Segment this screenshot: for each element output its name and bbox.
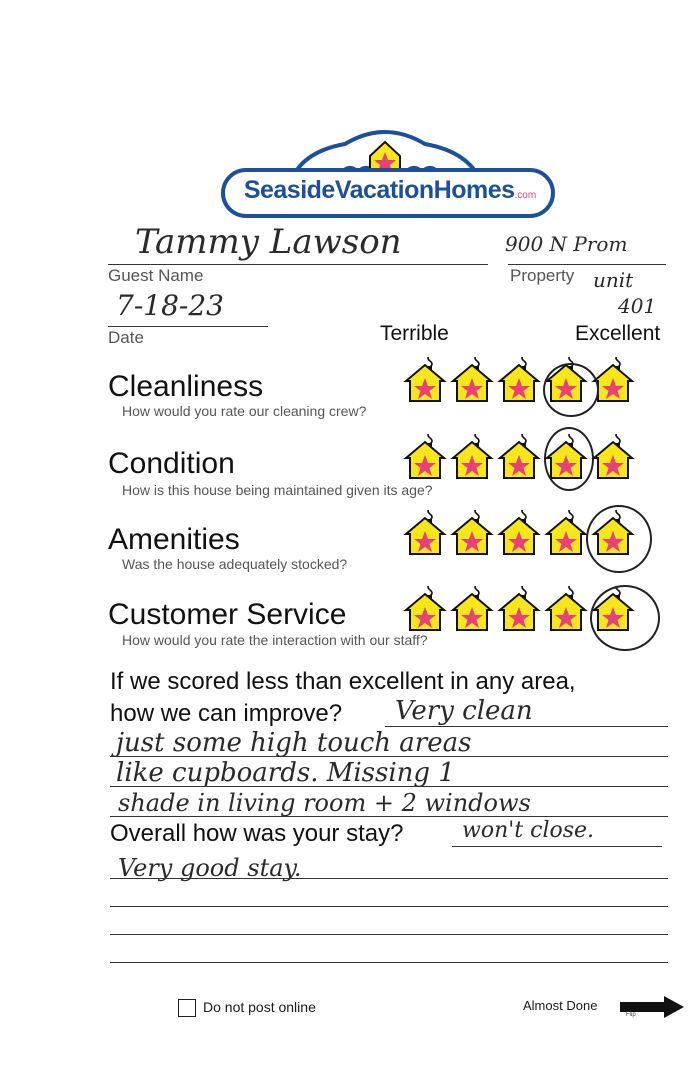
house-star-icon[interactable] (403, 510, 447, 556)
house-star-icon[interactable] (450, 434, 494, 480)
improve-answer-1: Very clean (395, 696, 533, 726)
scale-high-label: Excellent (575, 322, 661, 345)
house-star-icon[interactable] (403, 586, 447, 632)
rating-question-cleanliness: How would you rate our cleaning crew? (122, 403, 367, 419)
house-star-icon[interactable] (450, 357, 494, 403)
rating-title-condition: Condition (108, 447, 235, 480)
property-line (508, 264, 666, 265)
improve-line-1 (385, 726, 668, 727)
improve-answer-3: like cupboards. Missing 1 (116, 758, 455, 788)
rating-title-customer-service: Customer Service (108, 598, 347, 631)
house-star-icon[interactable] (497, 586, 541, 632)
logo-brand: SeasideVacationHomes (243, 176, 515, 204)
overall-line-5 (110, 962, 668, 963)
improve-answer-4: shade in living room + 2 windows (118, 789, 531, 817)
property-value-3: 401 (618, 294, 657, 318)
guest-name-value: Tammy Lawson (135, 222, 402, 262)
rating-circle-customer-service (590, 585, 660, 651)
rating-question-amenities: Was the house adequately stocked? (122, 556, 348, 572)
house-star-icon[interactable] (403, 434, 447, 480)
house-star-icon[interactable] (497, 434, 541, 480)
house-star-icon[interactable] (497, 510, 541, 556)
rating-circle-condition (544, 427, 594, 491)
rating-stars-cleanliness (403, 357, 635, 403)
rating-title-cleanliness: Cleanliness (108, 370, 264, 403)
improve-line-4 (110, 816, 668, 817)
rating-question-customer-service: How would you rate the interaction with our staff? (122, 632, 428, 648)
improve-question-line-1: If we scored less than excellent in any area, (110, 668, 576, 695)
house-star-icon[interactable] (450, 510, 494, 556)
house-star-icon[interactable] (591, 434, 635, 480)
date-line (108, 326, 268, 327)
overall-answer-2: Very good stay. (118, 854, 302, 882)
overall-line-4 (110, 934, 668, 935)
house-star-icon[interactable] (403, 357, 447, 403)
logo-graphic (220, 122, 560, 222)
house-star-icon[interactable] (544, 510, 588, 556)
house-star-icon[interactable] (450, 586, 494, 632)
house-star-icon[interactable] (497, 357, 541, 403)
date-value: 7-18-23 (116, 289, 224, 322)
property-label: Property (510, 266, 575, 285)
improve-line-2 (110, 756, 668, 757)
do-not-post-checkbox[interactable] (178, 999, 196, 1017)
logo (220, 122, 560, 222)
house-star-icon[interactable] (544, 586, 588, 632)
do-not-post-label: Do not post online (203, 999, 316, 1015)
rating-circle-cleanliness (543, 363, 599, 417)
flip-arrow-icon[interactable] (620, 996, 684, 1018)
improve-answer-2: just some high touch areas (116, 728, 472, 758)
property-value-2: unit (593, 268, 634, 292)
rating-title-amenities: Amenities (108, 523, 240, 556)
guest-name-label: Guest Name (108, 266, 204, 285)
date-label: Date (108, 328, 144, 347)
improve-question-line-2: how we can improve? (110, 700, 343, 727)
logo-domain: .com (514, 190, 537, 201)
flip-label: Flip (626, 1012, 636, 1018)
overall-line-3 (110, 906, 668, 907)
improve-line-3 (110, 786, 668, 787)
rating-question-condition: How is this house being maintained given its age? (122, 482, 433, 498)
overall-answer-1: won't close. (462, 818, 595, 843)
scale-low-label: Terrible (380, 322, 449, 345)
overall-question: Overall how was your stay? (110, 820, 404, 847)
guest-name-line (108, 264, 488, 265)
rating-circle-amenities (586, 505, 652, 573)
overall-line-1 (452, 846, 662, 847)
overall-line-2 (110, 878, 668, 879)
rating-stars-condition (403, 434, 635, 480)
almost-done-label: Almost Done (523, 998, 598, 1013)
property-value-1: 900 N Prom (505, 232, 628, 256)
